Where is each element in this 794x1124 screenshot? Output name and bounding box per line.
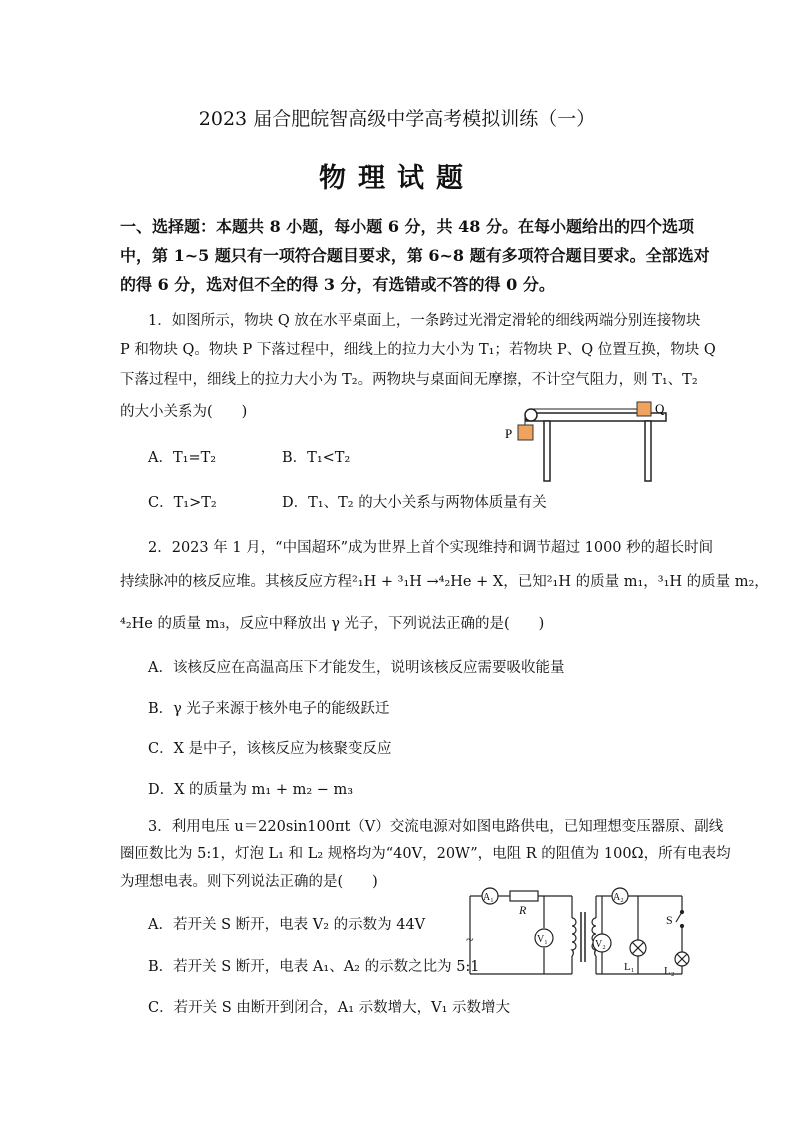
label-v1: V₁	[537, 934, 548, 945]
label-a1: A₁	[483, 892, 494, 903]
question-1-option-d[interactable]: D．T₁、T₂ 的大小关系与两物体质量有关	[282, 495, 547, 511]
section-instruction-line: 的得 6 分，选对但不全的得 3 分，有选错或不答的得 0 分。	[120, 275, 555, 294]
question-3-option-b[interactable]: B．若开关 S 断开，电表 A₁、A₂ 的示数之比为 5:1	[148, 959, 480, 975]
label-s: S	[666, 913, 673, 927]
label-r: R	[519, 903, 527, 917]
question-2-text: 2．2023 年 1 月，“中国超环”成为世界上首个实现维持和调节超过 1000 秒的超长时间	[148, 540, 714, 556]
question-3-text: 3．利用电压 u＝220sin100πt（V）交流电源对如图电路供电，已知理想变压器原、副线	[148, 819, 724, 835]
transformer-circuit-figure	[462, 882, 694, 982]
question-1-text: P 和物块 Q。物块 P 下落过程中，细线上的拉力大小为 T₁；若物块 P、Q 位置互换，物块 Q	[120, 342, 716, 358]
question-2-option-d[interactable]: D．X 的质量为 m₁ + m₂ − m₃	[148, 782, 354, 798]
question-2-option-a[interactable]: A．该核反应在高温高压下才能发生，说明该核反应需要吸收能量	[148, 660, 565, 676]
question-2-text: ⁴₂He 的质量 m₃，反应中释放出 γ 光子，下列说法正确的是( )	[120, 616, 545, 632]
block-q	[637, 402, 651, 416]
exam-title: 2023 届合肥皖智高级中学高考模拟训练（一）	[198, 108, 596, 130]
question-1-option-a[interactable]: A．T₁=T₂	[148, 450, 217, 466]
question-1-option-c[interactable]: C．T₁>T₂	[148, 495, 217, 511]
question-2-option-b[interactable]: B．γ 光子来源于核外电子的能级跃迁	[148, 701, 390, 717]
exam-subject-title: 物理试题	[319, 163, 475, 194]
question-3-text: 为理想电表。则下列说法正确的是( )	[120, 874, 378, 890]
question-1-option-b[interactable]: B．T₁<T₂	[282, 450, 351, 466]
ac-source-symbol: ~	[466, 933, 474, 948]
label-p: P	[505, 426, 513, 441]
label-q: Q	[655, 401, 665, 416]
label-v2: V₂	[595, 939, 606, 950]
pulley-table-figure	[500, 396, 670, 486]
question-2-text: 持续脉冲的核反应堆。其核反应方程²₁H + ³₁H →⁴₂He + X，已知²₁H 的质量 m₁，³₁H 的质量 m₂，	[120, 574, 769, 590]
question-1-text: 1．如图所示，物块 Q 放在水平桌面上，一条跨过光滑定滑轮的细线两端分别连接物块	[148, 313, 701, 329]
question-3-option-a[interactable]: A．若开关 S 断开，电表 V₂ 的示数为 44V	[148, 917, 426, 933]
question-3-text: 圈匝数比为 5:1，灯泡 L₁ 和 L₂ 规格均为“40V，20W”，电阻 R 的阻值为 100Ω，所有电表均	[120, 846, 731, 862]
question-1-text: 下落过程中，细线上的拉力大小为 T₂。两物块与桌面间无摩擦，不计空气阻力，则 T₁、T₂	[120, 372, 698, 388]
block-p	[518, 425, 533, 440]
question-3-option-c[interactable]: C．若开关 S 由断开到闭合，A₁ 示数增大，V₁ 示数增大	[148, 1000, 511, 1016]
section-instruction-line: 中，第 1~5 题只有一项符合题目要求，第 6~8 题有多项符合题目要求。全部选对	[120, 246, 710, 265]
question-1-text: 的大小关系为( )	[120, 404, 248, 420]
label-l2: L₂	[664, 965, 675, 977]
label-a2: A₂	[613, 892, 624, 903]
question-2-option-c[interactable]: C．X 是中子，该核反应为核聚变反应	[148, 741, 392, 757]
section-instruction-line: 一、选择题：本题共 8 小题，每小题 6 分，共 48 分。在每小题给出的四个选项	[120, 217, 694, 236]
label-l1: L₁	[624, 961, 635, 973]
